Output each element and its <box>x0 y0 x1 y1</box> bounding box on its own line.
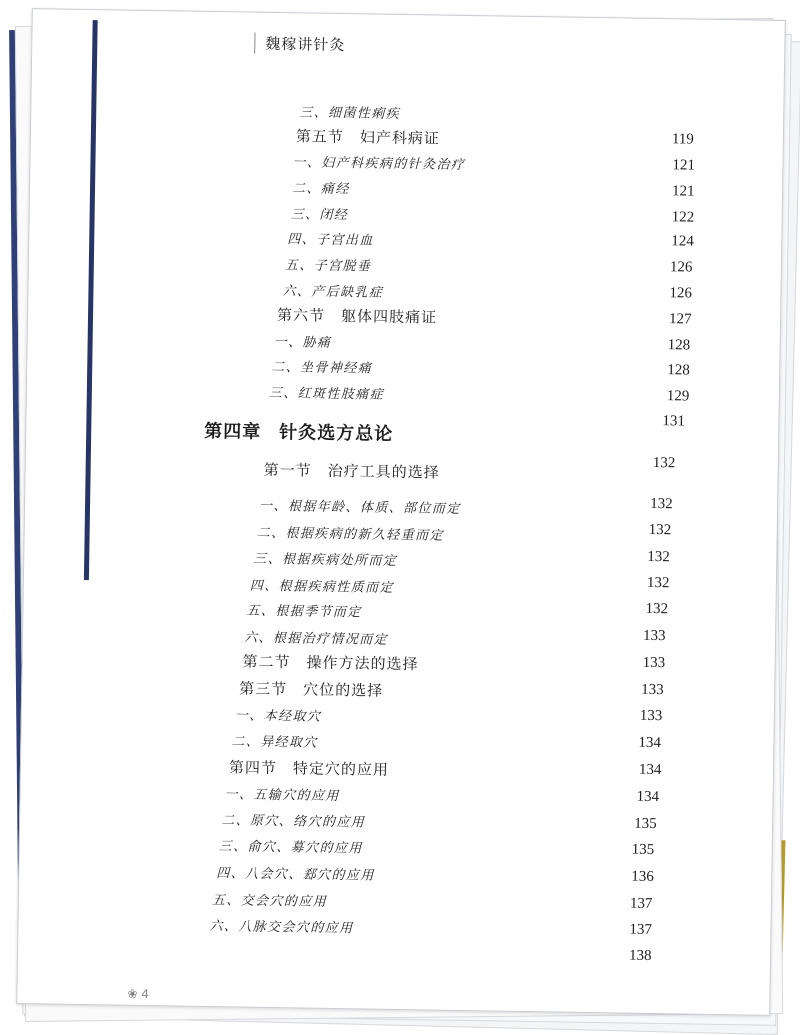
toc-page-number: 128 <box>667 337 691 354</box>
toc-item: 一、五输穴的应用 <box>224 787 340 805</box>
toc-page-number: 132 <box>650 495 673 513</box>
toc-page-number: 122 <box>671 209 695 226</box>
toc-page-number: 132 <box>647 548 670 566</box>
toc-section <box>277 304 437 328</box>
toc-page-number: 131 <box>662 413 686 430</box>
section-number: 第二节 <box>242 652 291 672</box>
toc-item: 一、根据年龄、体质、部位而定 <box>258 498 461 517</box>
toc-page-number: 132 <box>648 521 672 539</box>
toc-item: 三、根据疾病处所而定 <box>253 551 398 569</box>
toc-section <box>263 459 439 483</box>
section-number: 第四节 <box>228 758 278 778</box>
toc-item: 二、根据疾病的新久轻重而定 <box>256 525 444 544</box>
toc-page-number: 134 <box>638 761 662 779</box>
folio <box>127 987 149 1001</box>
section-number: 第一节 <box>263 460 312 480</box>
toc-item: 五、交会穴的应用 <box>211 893 328 910</box>
toc-page-number: 133 <box>642 627 666 645</box>
toc-item: 三、细菌性痢疾 <box>299 105 401 122</box>
toc-item: 二、坐骨神经痛 <box>271 359 373 377</box>
toc-page-number: 135 <box>631 841 655 859</box>
section-number: 第六节 <box>276 306 326 325</box>
toc-page-number: 134 <box>638 734 662 752</box>
running-head: 魏稼讲针灸 <box>254 33 345 55</box>
section-number: 第五节 <box>295 127 345 147</box>
toc-item: 六、产后缺乳症 <box>282 284 384 301</box>
toc-item: 三、闭经 <box>290 207 349 224</box>
toc-page-number: 137 <box>629 921 653 938</box>
section-title: 操作方法的选择 <box>306 653 419 674</box>
section-title: 妇产科病证 <box>359 128 441 148</box>
toc-page-number: 132 <box>646 574 670 592</box>
toc-item: 二、异经取穴 <box>231 734 318 751</box>
toc-page-number: 138 <box>628 947 652 964</box>
toc-item: 一、胁痛 <box>273 334 332 351</box>
toc-page-number: 121 <box>672 157 696 174</box>
toc-page-number: 126 <box>669 259 693 276</box>
section-number: 第三节 <box>239 679 288 699</box>
toc-page-number: 128 <box>667 362 690 379</box>
toc-page-number: 133 <box>641 681 664 699</box>
toc-page-number: 132 <box>652 454 676 472</box>
toc-item: 三、红斑性肢痛症 <box>268 385 385 403</box>
toc-item: 三、俞穴、募穴的应用 <box>218 839 363 857</box>
toc-page-number: 119 <box>671 131 694 148</box>
toc-chapter <box>204 417 393 446</box>
section-title: 特定穴的应用 <box>292 759 390 779</box>
toc-item: 二、痛经 <box>291 181 350 198</box>
toc-section <box>229 756 389 780</box>
toc-page-number: 129 <box>666 388 690 405</box>
toc-item: 四、子宫出血 <box>287 232 374 249</box>
toc-item: 六、八脉交会穴的应用 <box>209 919 354 937</box>
toc-page-number: 135 <box>634 815 657 833</box>
toc-item: 四、八会穴、郄穴的应用 <box>216 866 375 884</box>
toc-page-number: 134 <box>636 788 660 806</box>
toc-item: 六、根据治疗情况而定 <box>243 630 389 648</box>
toc-page-number: 133 <box>642 654 666 672</box>
toc-page <box>16 8 786 1016</box>
toc-page-number: 132 <box>645 600 669 618</box>
toc-item: 一、妇产科疾病的针灸治疗 <box>292 155 466 173</box>
chapter-number: 第四章 <box>204 420 262 443</box>
chapter-title: 针灸选方总论 <box>279 422 394 445</box>
toc-item: 五、子宫脱垂 <box>284 258 372 275</box>
toc-page-number: 126 <box>669 285 693 302</box>
toc-page-number: 127 <box>668 311 692 328</box>
toc-page-number: 137 <box>629 895 653 912</box>
toc-item: 四、根据疾病性质而定 <box>249 578 394 596</box>
toc-page-number: 121 <box>671 183 695 200</box>
section-title: 躯体四肢痛证 <box>340 307 438 327</box>
folio-number: 4 <box>141 986 150 1002</box>
toc-page-number: 136 <box>631 868 654 886</box>
toc-section <box>239 677 383 700</box>
toc-item: 一、本经取穴 <box>234 708 322 725</box>
table-of-contents <box>17 9 785 1015</box>
toc-item: 五、根据季节而定 <box>246 603 362 621</box>
toc-section <box>242 651 418 675</box>
toc-item: 二、原穴、络穴的应用 <box>221 813 366 831</box>
section-title: 穴位的选择 <box>303 680 384 700</box>
toc-section <box>296 125 440 148</box>
section-title: 治疗工具的选择 <box>327 461 440 482</box>
toc-page-number: 124 <box>671 233 694 250</box>
toc-page-number: 133 <box>639 707 663 725</box>
folio-ornament-icon: ❀ <box>127 986 142 1001</box>
